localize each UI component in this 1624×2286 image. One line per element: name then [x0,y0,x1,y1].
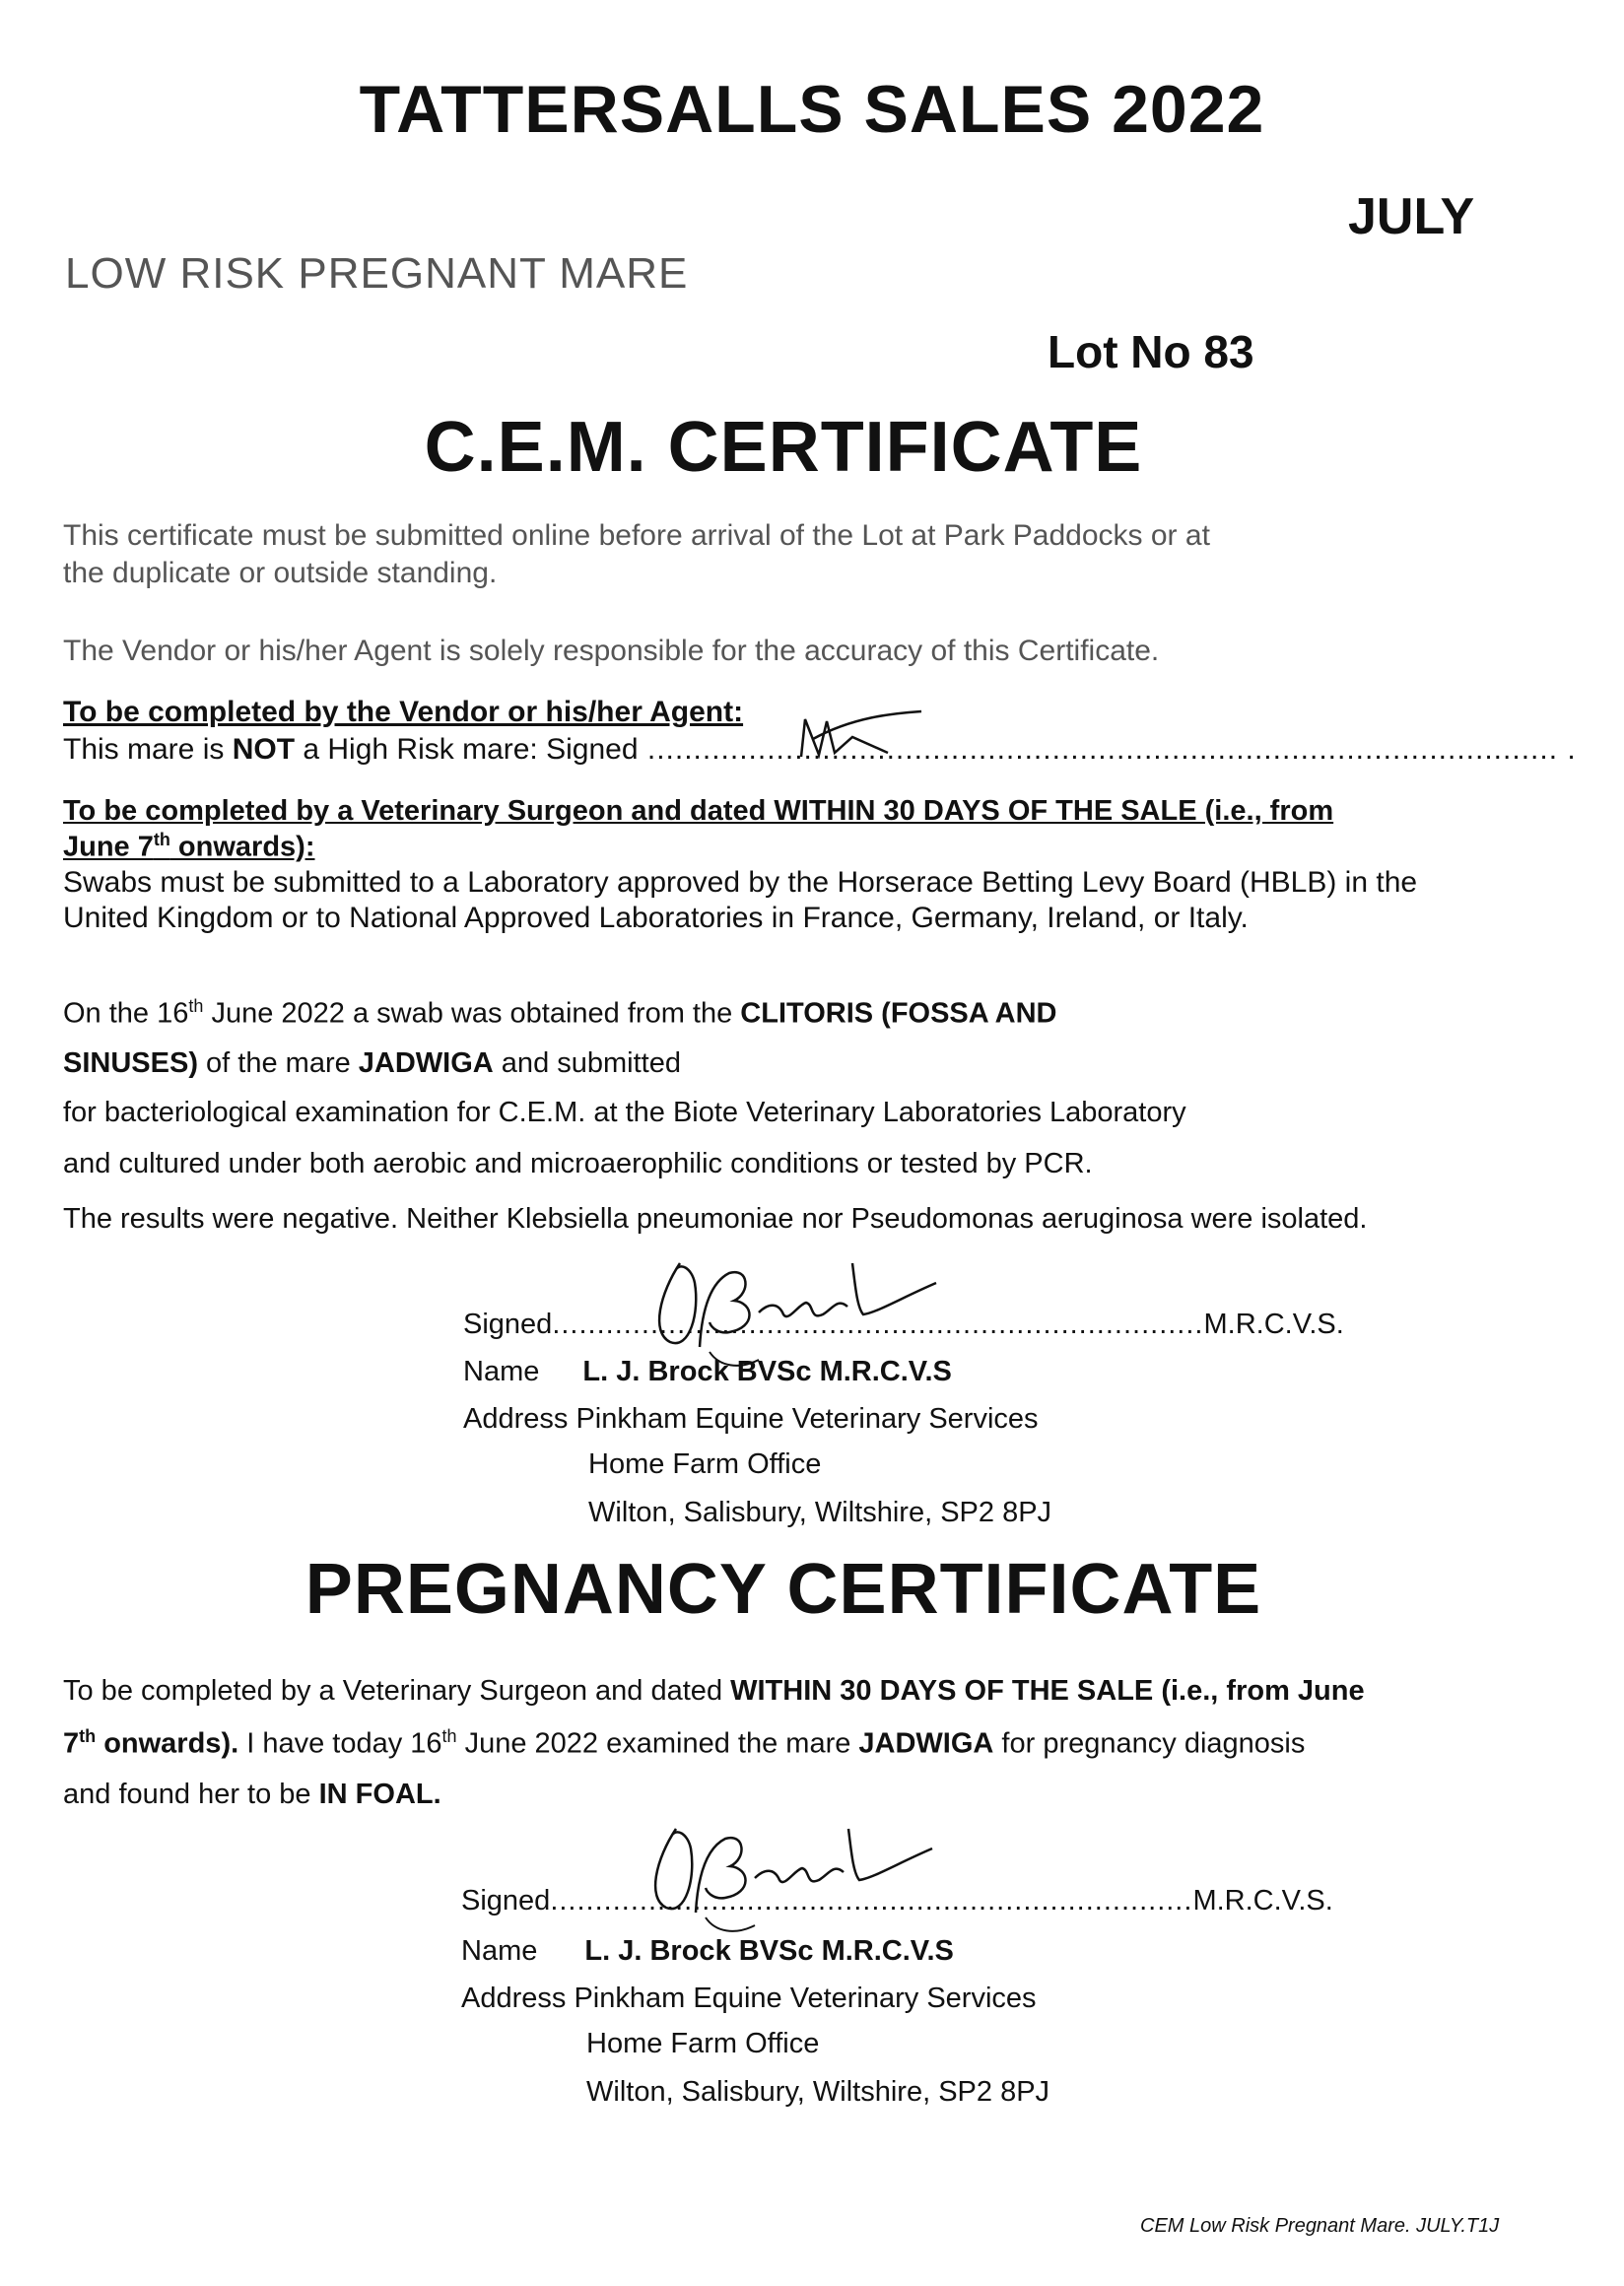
pregnancy-vet-signature [637,1809,942,1937]
cem-vet-signature [641,1244,946,1372]
pregnancy-address-row [461,1983,1037,2015]
pregnancy-l2-post: for pregnancy diagnosis [993,1727,1306,1760]
cem-signed-label: Signed [463,1309,553,1340]
cem-body-line3: for bacteriological examination for C.E.M. at the Biote Veterinary Laboratories Laboratory [63,1097,1186,1128]
cem-address-line3: Wilton, Salisbury, Wiltshire, SP2 8PJ [588,1497,1052,1528]
cem-body-l1-sup: th [188,996,204,1016]
pregnancy-address-line1: Pinkham Equine Veterinary Services [574,1983,1037,2014]
pregnancy-l2-mid: I have today 16 [238,1727,442,1760]
cem-body-l2-mid: of the mare [197,1047,359,1079]
pregnancy-l2-bold-post: onwards). [96,1727,239,1760]
pregnancy-signed-suffix: M.R.C.V.S. [1192,1885,1333,1916]
pregnancy-line1 [63,1675,1365,1708]
pregnancy-name-value: L. J. Brock BVSc M.R.C.V.S [584,1935,954,1967]
cem-intro-line1: This certificate must be submitted online before arrival of the Lot at Park Paddocks or at [63,519,1210,552]
cem-intro-line2: the duplicate or outside standing. [63,557,498,589]
pregnancy-name-label: Name [461,1935,538,1967]
lot-number: Lot No 83 [1048,326,1254,377]
cem-body-line2 [63,1047,681,1080]
pregnancy-l2-bold-pre: 7 [63,1727,80,1760]
cem-certificate-title: C.E.M. CERTIFICATE [424,408,1143,487]
cem-body-l2-bold: SINUSES) [63,1047,198,1079]
vendor-signature-line: ................................................................................................... . [638,733,1577,766]
vendor-signature-mark [793,707,931,767]
cem-body-l2-post: and submitted [493,1047,681,1079]
cem-body-line5: The results were negative. Neither Klebsiella pneumoniae nor Pseudomonas aeruginosa were isolated. [63,1203,1368,1235]
cem-body-l1-bold: CLITORIS (FOSSA AND [740,997,1057,1030]
vet-heading-line1-text: To be completed by a Veterinary Surgeon and dated WITHIN 30 DAYS OF THE SALE (i.e., from [63,795,1334,827]
cem-name-value: L. J. Brock BVSc M.R.C.V.S [582,1356,952,1387]
vendor-statement-post: a High Risk mare: Signed [295,733,639,766]
cem-body-line1 [63,996,1056,1031]
pregnancy-address-line2: Home Farm Office [586,2028,820,2059]
swab-line1: Swabs must be submitted to a Laboratory approved by the Horserace Betting Levy Board (HBLB) in the [63,866,1418,899]
cem-address-line2: Home Farm Office [588,1448,822,1480]
cem-body-l2-bold2: JADWIGA [358,1047,494,1079]
pregnancy-l2-sup: th [441,1726,457,1746]
pregnancy-name-row [461,1935,954,1968]
cem-name-label: Name [463,1356,540,1387]
pregnancy-l1-bold: WITHIN 30 DAYS OF THE SALE (i.e., from June [730,1675,1365,1707]
cem-signed-dots: ......................................................................... [552,1309,1204,1340]
vendor-statement-not: NOT [232,733,296,766]
pregnancy-signed-dots: ........................................................................ [550,1885,1193,1916]
vet-heading-line2-post: onwards): [169,831,315,863]
footer-reference: CEM Low Risk Pregnant Mare. JULY.T1J [1140,2215,1500,2237]
pregnancy-line2 [63,1726,1305,1761]
pregnancy-l3-pre: and found her to be [63,1779,319,1810]
vendor-heading-text: To be completed by the Vendor or his/her Agent: [63,696,744,728]
pregnancy-l2-bold2: JADWIGA [858,1727,994,1760]
cem-body-line4: and cultured under both aerobic and microaerophilic conditions or tested by PCR. [63,1148,1093,1179]
vet-heading-line2-sup: th [153,830,170,849]
vendor-heading [63,696,743,729]
pregnancy-address-label: Address [461,1983,567,2014]
vet-heading-line2-pre: June 7 [63,831,154,863]
swab-line2: United Kingdom or to National Approved Laboratories in France, Germany, Ireland, or Italy. [63,902,1249,934]
cem-address-line1: Pinkham Equine Veterinary Services [575,1403,1039,1435]
pregnancy-l1-pre: To be completed by a Veterinary Surgeon and dated [63,1675,731,1707]
pregnancy-certificate-title: PREGNANCY CERTIFICATE [304,1550,1262,1629]
pregnancy-l2-bold-sup: th [79,1726,97,1746]
cem-name-row [463,1356,952,1388]
cem-address-label: Address [463,1403,569,1435]
vet-heading-line1 [63,795,1333,828]
pregnancy-address-line3: Wilton, Salisbury, Wiltshire, SP2 8PJ [586,2076,1050,2108]
vet-heading-line2 [63,830,315,864]
document-title: TATTERSALLS SALES 2022 [359,72,1265,147]
sale-month: JULY [1348,188,1475,245]
cem-address-row [463,1403,1039,1436]
pregnancy-signed-label: Signed [461,1885,551,1916]
cem-signed-suffix: M.R.C.V.S. [1203,1309,1344,1340]
pregnancy-l3-bold: IN FOAL. [318,1779,441,1810]
pregnancy-l2-mid2: June 2022 examined the mare [456,1727,859,1760]
cem-body-l1-mid: June 2022 a swab was obtained from the [203,997,741,1030]
pregnancy-line3 [63,1779,441,1811]
cem-body-l1-pre: On the 16 [63,997,189,1030]
vendor-statement-pre: This mare is [63,733,233,766]
cem-responsibility: The Vendor or his/her Agent is solely responsible for the accuracy of this Certificate. [63,635,1160,667]
mare-category: LOW RISK PREGNANT MARE [65,249,689,298]
